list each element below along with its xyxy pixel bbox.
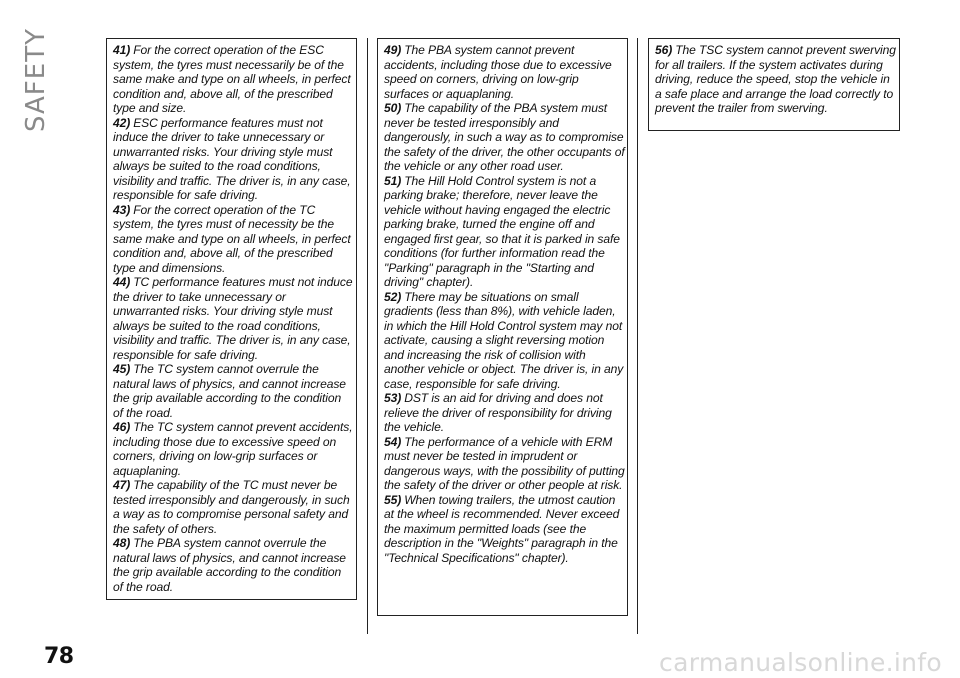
note-text: When towing trailers, the utmost caution at the wheel is recommended. Never exceed the maximum permitted loads (see the description in the "Weights" paragraph in the "Technical Specifications" chapter).: [384, 492, 620, 565]
note-number: 51): [384, 173, 402, 188]
note-text: The Hill Hold Control system is not a parking brake; therefore, never leave the vehicle without having engaged the electric parking brake, turned the engine off and engaged first gear, so that it is parked in safe conditions (for further information read the "Parking" paragraph in the "Starting and driving" chapter).: [384, 173, 620, 289]
warning-notes-column-2: [377, 38, 628, 616]
section-label-text: SAFETY: [21, 28, 52, 132]
note-text: The TSC system cannot prevent swerving for all trailers. If the system activates during driving, reduce the speed, stop the vehicle in a safe place and arrange the load correctly to prevent the trailer from swerving.: [655, 43, 896, 115]
warning-notes-column-3: [648, 38, 900, 131]
note-text: For the correct operation of the TC system, the tyres must of necessity be the same make and type on all wheels, in perfect condition and, above all, of the prescribed type and dimensions.: [113, 202, 351, 275]
note-text: The capability of the PBA system must never be tested irresponsibly and dangerously, in such a way as to compromise the safety of the driver, the other occupants of the vehicle or any other road user.: [384, 101, 625, 173]
note-text: The PBA system cannot prevent accidents, including those due to excessive speed on corners, driving on low-grip surfaces or aquaplaning.: [384, 43, 612, 101]
note-text: TC performance features must not induce the driver to take unnecessary or unwarranted risks. Your driving style must always be suited to the road conditions, visibility and traffic. The driver is, in any case, responsible for safe driving.: [113, 275, 353, 362]
warning-note: [113, 420, 354, 478]
note-text: The capability of the TC must never be tested irresponsibly and dangerously, in such a way as to compromise personal safety and the safety of others.: [113, 478, 350, 536]
warning-note: [113, 203, 354, 276]
note-text: The performance of a vehicle with ERM must never be tested in imprudent or dangerous ways, with the possibility of putting the safety of the driver or other people at risk.: [384, 434, 625, 492]
warning-note: [384, 101, 625, 174]
warning-note: [384, 435, 625, 493]
note-number: 44): [113, 275, 131, 289]
note-text: DST is an aid for driving and does not relieve the driver of responsibility for driving the vehicle.: [384, 391, 612, 434]
note-number: 55): [384, 492, 402, 507]
warning-note: [113, 43, 354, 116]
note-number: 41): [113, 43, 131, 57]
warning-notes-column-1: [106, 38, 357, 600]
note-number: 49): [384, 43, 402, 57]
column-divider: [637, 38, 638, 634]
warning-note: [113, 478, 354, 536]
note-number: 54): [384, 434, 402, 449]
column-divider: [367, 38, 368, 634]
note-number: 52): [384, 289, 402, 304]
note-number: 48): [113, 536, 131, 550]
note-text: For the correct operation of the ESC system, the tyres must necessarily be of the same make and type on all wheels, in perfect condition and, above all, of the prescribed type and size.: [113, 43, 351, 115]
warning-note: [384, 391, 625, 435]
note-text: There may be situations on small gradients (less than 8%), with vehicle laden, in which the Hill Hold Control system may not activate, causing a slight reversing motion and increasing the risk of collision with another vehicle or object. The driver is, in any case, responsible for safe driving.: [384, 289, 624, 391]
watermark: carmanualsonline.info: [659, 648, 942, 677]
note-text: The TC system cannot overrule the natural laws of physics, and cannot increase the grip available according to the condition of the road.: [113, 362, 346, 420]
page-number: 78: [44, 644, 74, 669]
note-number: 45): [113, 362, 131, 376]
note-text: The PBA system cannot overrule the natural laws of physics, and cannot increase the grip available according to the condition of the road.: [113, 536, 346, 594]
note-number: 46): [113, 420, 131, 434]
note-text: The TC system cannot prevent accidents, including those due to excessive speed on corners, driving on low-grip surfaces or aquaplaning.: [113, 420, 353, 478]
note-number: 42): [113, 115, 131, 130]
section-label: [4, 30, 68, 130]
note-number: 47): [113, 478, 131, 492]
note-number: 53): [384, 391, 402, 405]
warning-note: [113, 116, 354, 203]
warning-note: [113, 536, 354, 594]
warning-note: [384, 43, 625, 101]
note-text: ESC performance features must not induce the driver to take unnecessary or unwarranted risks. Your driving style must always be suited to the road conditions, visibility and traffic. The driver is, in any case, responsible for safe driving.: [113, 115, 351, 202]
warning-note: [384, 290, 625, 392]
warning-note: [384, 174, 625, 290]
warning-note: [655, 43, 897, 116]
note-number: 56): [655, 43, 673, 57]
warning-note: [113, 275, 354, 362]
note-number: 50): [384, 101, 402, 115]
warning-note: [113, 362, 354, 420]
warning-note: [384, 493, 625, 566]
note-number: 43): [113, 202, 131, 217]
